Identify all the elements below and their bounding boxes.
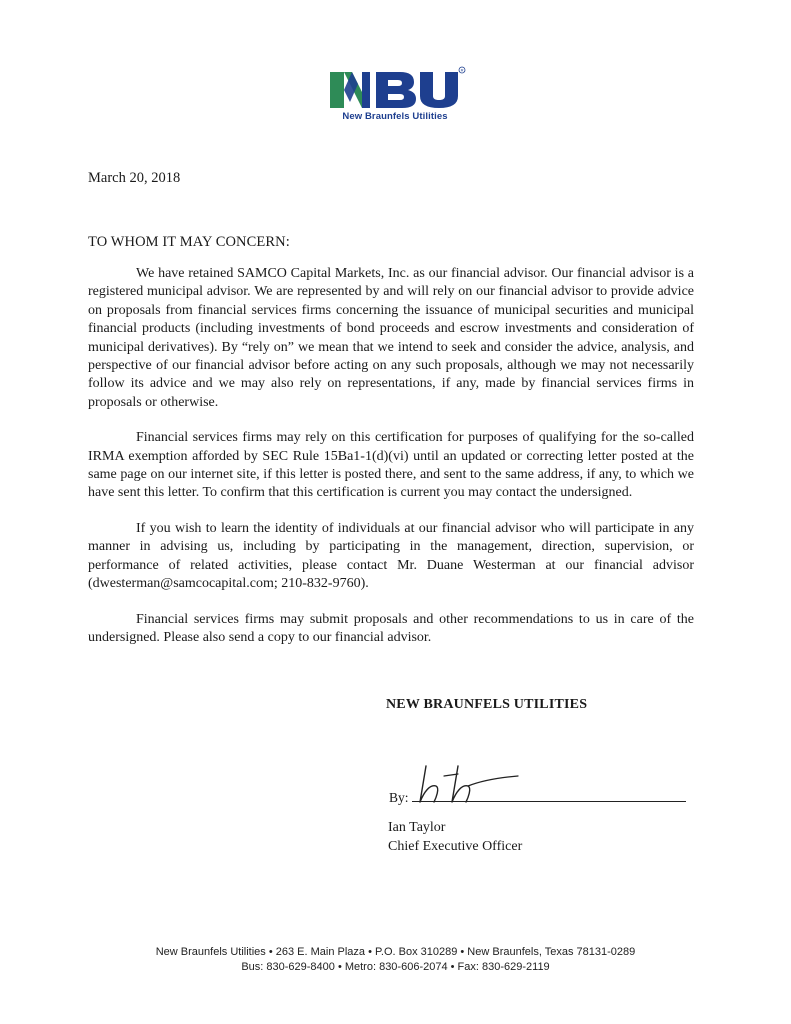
logo-caption: New Braunfels Utilities — [342, 111, 448, 122]
paragraph-financial-advisor: We have retained SAMCO Capital Markets, Inc. as our financial advisor. Our financial advisor is a registered municipal advisor. We are represented by and will rely on our financial advisor to provide advice on proposals from financial services firms concerning the issuance of municipal securities and municipal financial products (including investments of bond proceeds and escrow investments and consideration of municipal derivatives). By “rely on” we mean that we intend to seek and consider the advice, analysis, and perspective of our financial advisor before acting on any such proposals, although we may not necessarily follow its advice and we may also rely on representations, if any, made by financial services firms in proposals or otherwise. — [88, 266, 694, 410]
nbu-logo — [322, 64, 468, 126]
salutation: TO WHOM IT MAY CONCERN: — [88, 234, 290, 250]
signature-line-row — [386, 762, 686, 806]
by-label: By: — [389, 790, 409, 805]
svg-text:R: R — [460, 67, 464, 73]
paragraph-irma-certification: Financial services firms may rely on this certification for purposes of qualifying for the so-called IRMA exemption afforded by SEC Rule 15Ba1-1(d)(vi) until an updated or correcting letter posted at the same page on our internet site, if this letter is posted there, and sent to the same address, if any, to which we have sent this letter. To confirm that this certification is current you may contact the undersigned. — [88, 430, 694, 501]
letter-body — [88, 265, 694, 664]
paragraph-advisor-contact: If you wish to learn the identity of individuals at our financial advisor who will participate in any manner in advising us, including by participating in the management, direction, supervision, or performance of related activities, please contact Mr. Duane Westerman at our financial advisor (dwesterman@samcocapital.com; 210-832-9760). — [88, 520, 694, 592]
nbu-logo-mark — [322, 64, 468, 110]
paragraph-submit-proposals: Financial services firms may submit proposals and other recommendations to us in care of the undersigned. Please also send a copy to our financial advisor. — [88, 611, 694, 645]
signer-title: Chief Executive Officer — [388, 839, 523, 854]
letterhead-footer — [0, 945, 791, 975]
letter-date: March 20, 2018 — [88, 170, 181, 186]
footer-phone-line: Bus: 830-629-8400 • Metro: 830-606-2074 • Fax: 830-629-2119 — [241, 961, 550, 973]
footer-address-line: New Braunfels Utilities • 263 E. Main Plaza • P.O. Box 310289 • New Braunfels, Texas 78131-0289 — [155, 946, 636, 958]
handwritten-signature — [414, 762, 534, 804]
signature-line — [412, 801, 686, 802]
signer-name: Ian Taylor — [388, 820, 446, 835]
signature-organization: NEW BRAUNFELS UTILITIES — [386, 697, 588, 712]
